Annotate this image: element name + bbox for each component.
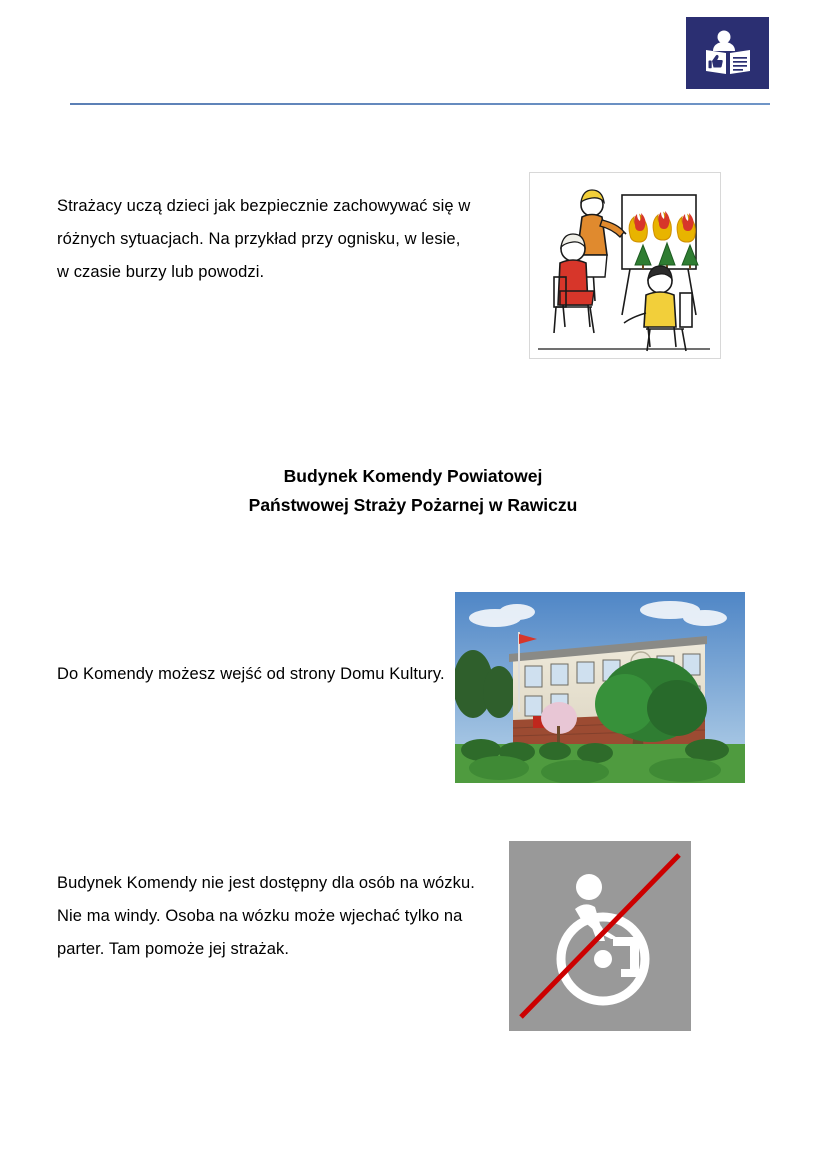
easy-to-read-logo bbox=[686, 17, 769, 89]
section-heading-line-1: Budynek Komendy Powiatowej bbox=[283, 466, 543, 486]
section-heading bbox=[0, 462, 826, 520]
firefighter-teaching-children-illustration bbox=[529, 172, 721, 359]
paragraph-firefighters-teaching: Strażacy uczą dzieci jak bezpiecznie zachowywać się w różnych sytuacjach. Na przykład przy ognisku, w lesie, w czasie burzy lub powodzi. bbox=[57, 197, 471, 281]
paragraph-entrance: Do Komendy możesz wejść od strony Domu Kultury. bbox=[57, 665, 445, 683]
section-heading-line-2: Państwowej Straży Pożarnej w Rawiczu bbox=[248, 495, 578, 515]
no-wheelchair-access-sign bbox=[509, 841, 691, 1031]
paragraph-accessibility: Budynek Komendy nie jest dostępny dla osób na wózku. Nie ma windy. Osoba na wózku może wjechać tylko na parter. Tam pomoże jej strażak. bbox=[57, 874, 475, 958]
fire-station-building-photo bbox=[455, 592, 745, 783]
header-divider bbox=[70, 103, 770, 105]
easy-to-read-book-icon bbox=[700, 28, 756, 78]
